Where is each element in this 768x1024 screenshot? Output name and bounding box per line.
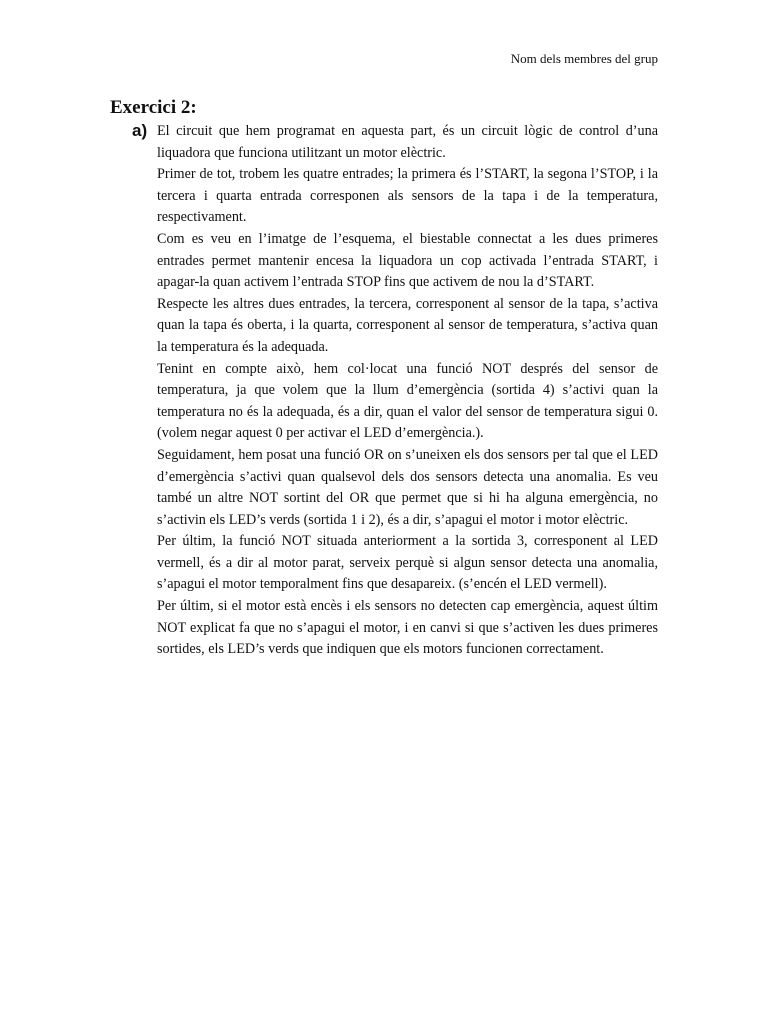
exercise-title: Exercici 2: [110,97,197,118]
paragraph-7: Per últim, la funció NOT situada anteriorment a la sortida 3, corresponent al LED vermell, és a dir al motor parat, serveix perquè si algun sensor detecta una anomalia, s’apagui el motor temporalment fins que desapareix. (s’encén el LED vermell). [157,533,658,593]
item-label: a) [132,121,148,140]
paragraph-2: Primer de tot, trobem les quatre entrades; la primera és l’START, la segona l’STOP, i la tercera i quarta entrada corresponen als sensors de la tapa i de la temperatura, respectivament. [157,166,658,226]
page-header: Nom dels membres del grup [510,51,658,66]
paragraph-5: Tenint en compte això, hem col·locat una funció NOT després del sensor de temperatura, ja que volem que la llum d’emergència (sortida 4) s’activi quan la temperatura no és la adequada, és a dir, quan el valor del sensor de temperatura sigui 0. (volem negar aquest 0 per activar el LED d’emergència.). [157,360,658,442]
paragraph-1: El circuit que hem programat en aquesta part, és un circuit lògic de control d’una liquadora que funciona utilitzant un motor elèctric. [157,123,658,161]
paragraph-8: Per últim, si el motor està encès i els sensors no detecten cap emergència, aquest últim NOT explicat fa que no s’apagui el motor, i en canvi si que s’activen les dues primeres sortides, els LED’s verds que indiquen que els motors funcionen correctament. [157,598,658,658]
paragraph-6: Seguidament, hem posat una funció OR on s’uneixen els dos sensors per tal que el LED d’emergència s’activi quan qualsevol dels dos sensors detecta una anomalia. Es veu també un altre NOT sortint del OR que permet que si hi ha alguna emergència, no s’activin els LED’s verds (sortida 1 i 2), és a dir, s’apagui el motor i motor elèctric. [157,446,658,528]
paragraph-4: Respecte les altres dues entrades, la tercera, corresponent al sensor de la tapa, s’activa quan la tapa és oberta, i la quarta, corresponent al sensor de temperatura, s’activa quan la temperatura és la adequada. [157,295,658,355]
exercise-body [157,121,658,661]
paragraph-3: Com es veu en l’imatge de l’esquema, el biestable connectat a les dues primeres entrades permet mantenir encesa la liquadora un cop activada l’entrada START, i apagar-la quan activem l’entrada STOP fins que activem de nou la d’START. [157,230,658,291]
